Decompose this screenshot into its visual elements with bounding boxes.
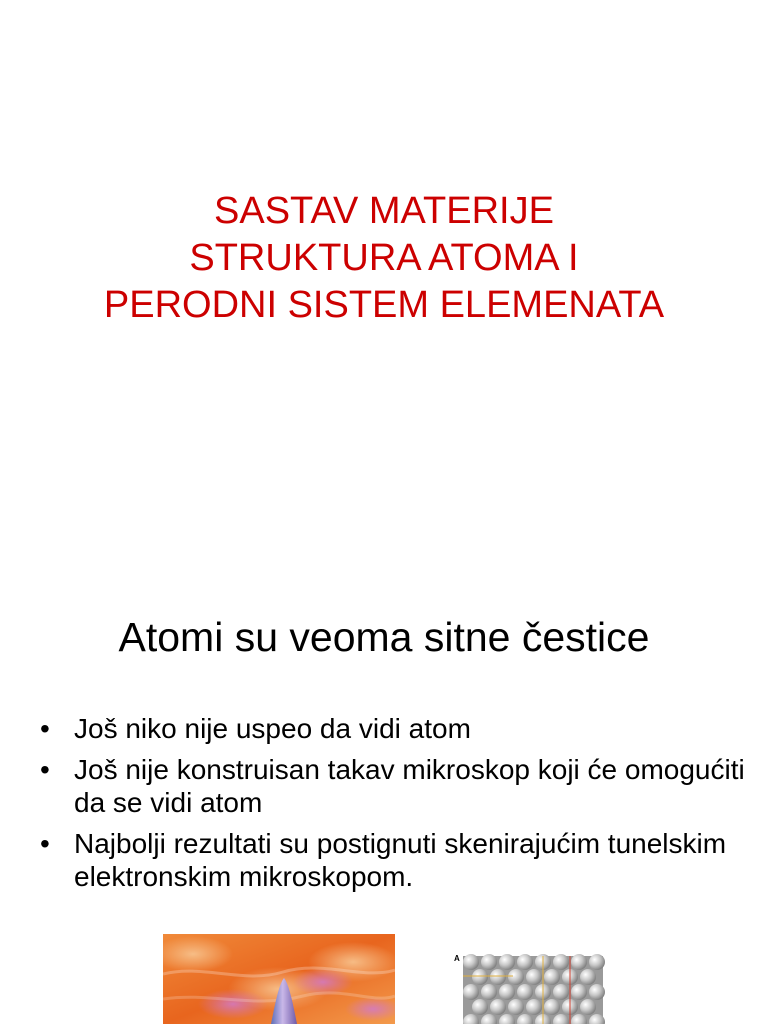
atom-sphere — [472, 999, 488, 1015]
atom-sphere — [589, 984, 605, 1000]
title-line-1: SASTAV MATERIJE — [214, 190, 554, 232]
atom-sphere — [553, 984, 569, 1000]
atom-sphere — [508, 969, 524, 985]
stm-surface-image — [163, 934, 395, 1024]
bullet-text: Najbolji rezultati su postignuti skenirajućim tunelskim elektronskim mikroskopom. — [74, 828, 727, 892]
atom-sphere — [544, 999, 560, 1015]
title-line-2: STRUKTURA ATOMA I — [189, 237, 579, 279]
atom-sphere — [526, 969, 542, 985]
atom-lattice-graphic — [453, 952, 608, 1024]
slide-heading: Atomi su veoma sitne čestice — [118, 614, 650, 660]
atom-sphere — [481, 954, 497, 970]
atom-sphere — [463, 984, 479, 1000]
atom-sphere — [571, 954, 587, 970]
atom-sphere — [481, 984, 497, 1000]
lattice-panel-label: A — [454, 954, 460, 963]
atom-sphere — [553, 954, 569, 970]
atom-sphere — [508, 999, 524, 1015]
atom-sphere — [499, 984, 515, 1000]
bullet-item — [40, 712, 755, 745]
atom-sphere — [472, 969, 488, 985]
atom-sphere — [580, 969, 596, 985]
bullet-marker: • — [40, 754, 50, 785]
atom-sphere — [490, 969, 506, 985]
bullet-text: Još nije konstruisan takav mikroskop koji će omogućiti da se vidi atom — [74, 754, 745, 818]
atom-sphere — [580, 999, 596, 1015]
atom-sphere — [571, 984, 587, 1000]
bullet-item — [40, 753, 755, 819]
bullet-marker: • — [40, 828, 50, 859]
stm-surface-graphic — [163, 934, 395, 1024]
bullet-item — [40, 827, 755, 893]
atom-sphere — [544, 969, 560, 985]
atom-sphere — [499, 954, 515, 970]
atom-sphere — [526, 999, 542, 1015]
title-line-3: PERODNI SISTEM ELEMENATA — [103, 284, 665, 326]
atom-sphere — [490, 999, 506, 1015]
atom-lattice-image — [453, 952, 608, 1024]
atom-sphere — [463, 954, 479, 970]
slide-title — [0, 188, 768, 329]
bullet-text: Još niko nije uspeo da vidi atom — [74, 713, 471, 744]
bullet-marker: • — [40, 713, 50, 744]
atom-sphere — [589, 954, 605, 970]
bullet-list — [40, 712, 755, 901]
atom-sphere — [517, 954, 533, 970]
atom-sphere — [517, 984, 533, 1000]
